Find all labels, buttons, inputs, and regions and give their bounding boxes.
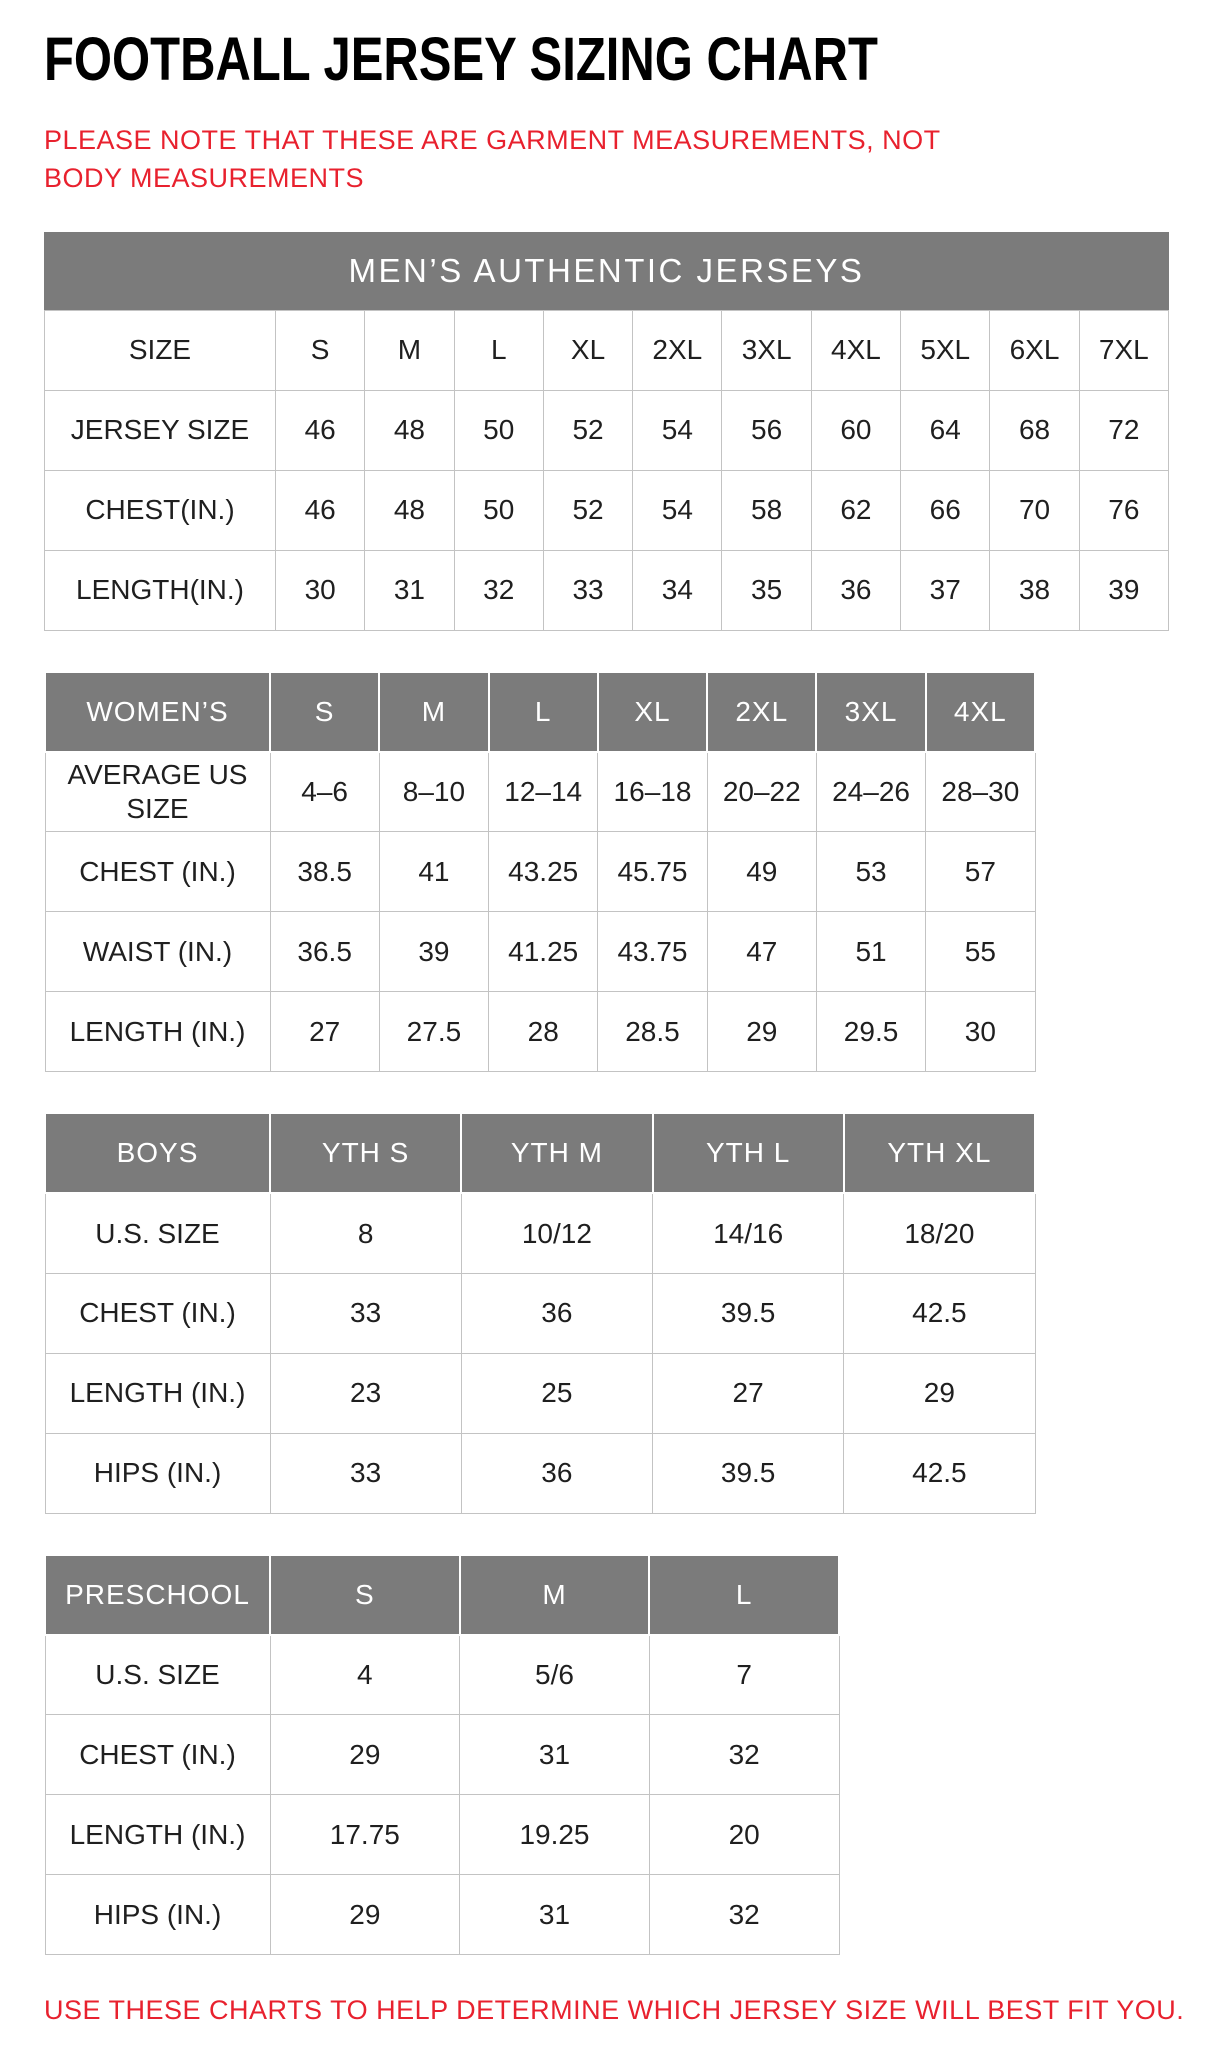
value-cell: 27 (653, 1353, 844, 1433)
row-label: CHEST(IN.) (45, 470, 276, 550)
value-cell: 36 (461, 1433, 652, 1513)
value-cell: 41 (379, 832, 488, 912)
table-row (45, 752, 1035, 832)
value-cell: 64 (901, 390, 990, 470)
boys-header-label: BOYS (45, 1113, 270, 1193)
value-cell: 20–22 (707, 752, 816, 832)
value-cell: 36 (461, 1273, 652, 1353)
column-header: YTH XL (844, 1113, 1035, 1193)
value-cell: 33 (270, 1433, 461, 1513)
value-cell: 39 (379, 912, 488, 992)
column-header: S (270, 672, 379, 752)
value-cell: 38.5 (270, 832, 379, 912)
value-cell: 4–6 (270, 752, 379, 832)
value-cell: 34 (633, 550, 722, 630)
page-title: FOOTBALL JERSEY SIZING CHART (44, 25, 878, 94)
column-header: 3XL (816, 672, 925, 752)
row-label: LENGTH (IN.) (45, 1353, 270, 1433)
value-cell: 55 (926, 912, 1035, 992)
value-cell: 29 (270, 1875, 460, 1955)
value-cell: 4XL (811, 310, 900, 390)
value-cell: 32 (649, 1715, 839, 1795)
value-cell: 27 (270, 992, 379, 1072)
column-header: 4XL (926, 672, 1035, 752)
value-cell: 76 (1079, 470, 1168, 550)
value-cell: 30 (276, 550, 365, 630)
column-header: XL (598, 672, 707, 752)
value-cell: 25 (461, 1353, 652, 1433)
value-cell: 42.5 (844, 1433, 1035, 1513)
value-cell: 72 (1079, 390, 1168, 470)
womens-sizing-table (44, 671, 1176, 1073)
value-cell: 7XL (1079, 310, 1168, 390)
value-cell: 54 (633, 390, 722, 470)
value-cell: 31 (460, 1875, 650, 1955)
value-cell: 28–30 (926, 752, 1035, 832)
row-label: AVERAGE US SIZE (45, 752, 270, 832)
value-cell: 7 (649, 1635, 839, 1715)
value-cell: 16–18 (598, 752, 707, 832)
value-cell: 35 (722, 550, 811, 630)
value-cell: 28.5 (598, 992, 707, 1072)
value-cell: 37 (901, 550, 990, 630)
mens-sizing-table (44, 310, 1176, 631)
table-row (45, 992, 1035, 1072)
value-cell: 12–14 (489, 752, 598, 832)
garment-measurements-note: PLEASE NOTE THAT THESE ARE GARMENT MEASUREMENTS, NOT BODY MEASUREMENTS (44, 125, 941, 193)
value-cell: L (454, 310, 543, 390)
table-row (45, 1715, 839, 1795)
table-row (45, 832, 1035, 912)
table-row (45, 310, 1169, 390)
table-row (45, 1273, 1035, 1353)
value-cell: 62 (811, 470, 900, 550)
row-label: U.S. SIZE (45, 1193, 270, 1273)
value-cell: 60 (811, 390, 900, 470)
value-cell: 31 (365, 550, 454, 630)
column-header: L (489, 672, 598, 752)
value-cell: 33 (543, 550, 632, 630)
value-cell: XL (543, 310, 632, 390)
value-cell: 29 (270, 1715, 460, 1795)
value-cell: 38 (990, 550, 1079, 630)
table-row (45, 470, 1169, 550)
value-cell: 32 (454, 550, 543, 630)
row-label: LENGTH (IN.) (45, 1795, 270, 1875)
value-cell: 28 (489, 992, 598, 1072)
row-label: HIPS (IN.) (45, 1875, 270, 1955)
value-cell: 50 (454, 470, 543, 550)
womens-header-row (45, 672, 1035, 752)
value-cell: 49 (707, 832, 816, 912)
column-header: M (379, 672, 488, 752)
column-header: 2XL (707, 672, 816, 752)
value-cell: 5XL (901, 310, 990, 390)
value-cell: 39.5 (653, 1273, 844, 1353)
value-cell: 41.25 (489, 912, 598, 992)
value-cell: 17.75 (270, 1795, 460, 1875)
column-header: M (460, 1555, 650, 1635)
value-cell: 10/12 (461, 1193, 652, 1273)
row-label: U.S. SIZE (45, 1635, 270, 1715)
row-label: LENGTH (IN.) (45, 992, 270, 1072)
womens-table-section (44, 671, 1176, 1073)
table-row (45, 1193, 1035, 1273)
value-cell: 48 (365, 390, 454, 470)
boys-header-row (45, 1113, 1035, 1193)
value-cell: 29.5 (816, 992, 925, 1072)
value-cell: 6XL (990, 310, 1079, 390)
value-cell: 52 (543, 470, 632, 550)
value-cell: 58 (722, 470, 811, 550)
value-cell: 18/20 (844, 1193, 1035, 1273)
value-cell: 66 (901, 470, 990, 550)
value-cell: 29 (707, 992, 816, 1072)
value-cell: 32 (649, 1875, 839, 1955)
value-cell: 51 (816, 912, 925, 992)
value-cell: 36.5 (270, 912, 379, 992)
value-cell: 57 (926, 832, 1035, 912)
value-cell: S (276, 310, 365, 390)
value-cell: 2XL (633, 310, 722, 390)
table-row (45, 1875, 839, 1955)
preschool-header-row (45, 1555, 839, 1635)
row-label: CHEST (IN.) (45, 1715, 270, 1795)
table-row (45, 550, 1169, 630)
mens-table-title: MEN’S AUTHENTIC JERSEYS (44, 232, 1169, 310)
row-label: HIPS (IN.) (45, 1433, 270, 1513)
value-cell: 4 (270, 1635, 460, 1715)
column-header: YTH L (653, 1113, 844, 1193)
value-cell: 48 (365, 470, 454, 550)
row-label: SIZE (45, 310, 276, 390)
value-cell: 45.75 (598, 832, 707, 912)
value-cell: 56 (722, 390, 811, 470)
table-row (45, 1353, 1035, 1433)
value-cell: 46 (276, 390, 365, 470)
value-cell: 70 (990, 470, 1079, 550)
preschool-table-section (44, 1554, 1176, 1956)
value-cell: 3XL (722, 310, 811, 390)
preschool-sizing-table (44, 1554, 1176, 1956)
footer-note: USE THESE CHARTS TO HELP DETERMINE WHICH JERSEY SIZE WILL BEST FIT YOU. (44, 1995, 1185, 2026)
value-cell: 19.25 (460, 1795, 650, 1875)
value-cell: 46 (276, 470, 365, 550)
value-cell: 39.5 (653, 1433, 844, 1513)
value-cell: 31 (460, 1715, 650, 1795)
value-cell: 8–10 (379, 752, 488, 832)
row-label: CHEST (IN.) (45, 832, 270, 912)
boys-table-section (44, 1112, 1176, 1514)
value-cell: 29 (844, 1353, 1035, 1433)
value-cell: 23 (270, 1353, 461, 1433)
value-cell: 39 (1079, 550, 1168, 630)
value-cell: 47 (707, 912, 816, 992)
column-header: L (649, 1555, 839, 1635)
row-label: WAIST (IN.) (45, 912, 270, 992)
value-cell: 24–26 (816, 752, 925, 832)
value-cell: 50 (454, 390, 543, 470)
womens-header-label: WOMEN’S (45, 672, 270, 752)
value-cell: 43.25 (489, 832, 598, 912)
value-cell: 42.5 (844, 1273, 1035, 1353)
value-cell: 43.75 (598, 912, 707, 992)
value-cell: 52 (543, 390, 632, 470)
value-cell: 27.5 (379, 992, 488, 1072)
boys-sizing-table (44, 1112, 1176, 1514)
value-cell: 33 (270, 1273, 461, 1353)
table-row (45, 1635, 839, 1715)
value-cell: 54 (633, 470, 722, 550)
row-label: CHEST (IN.) (45, 1273, 270, 1353)
value-cell: 68 (990, 390, 1079, 470)
value-cell: 20 (649, 1795, 839, 1875)
value-cell: M (365, 310, 454, 390)
value-cell: 5/6 (460, 1635, 650, 1715)
row-label: JERSEY SIZE (45, 390, 276, 470)
value-cell: 8 (270, 1193, 461, 1273)
column-header: YTH M (461, 1113, 652, 1193)
column-header: YTH S (270, 1113, 461, 1193)
value-cell: 53 (816, 832, 925, 912)
table-row (45, 1795, 839, 1875)
row-label: LENGTH(IN.) (45, 550, 276, 630)
preschool-header-label: PRESCHOOL (45, 1555, 270, 1635)
table-row (45, 1433, 1035, 1513)
table-row (45, 912, 1035, 992)
value-cell: 14/16 (653, 1193, 844, 1273)
table-row (45, 390, 1169, 470)
value-cell: 36 (811, 550, 900, 630)
value-cell: 30 (926, 992, 1035, 1072)
column-header: S (270, 1555, 460, 1635)
mens-table-section (44, 232, 1176, 631)
